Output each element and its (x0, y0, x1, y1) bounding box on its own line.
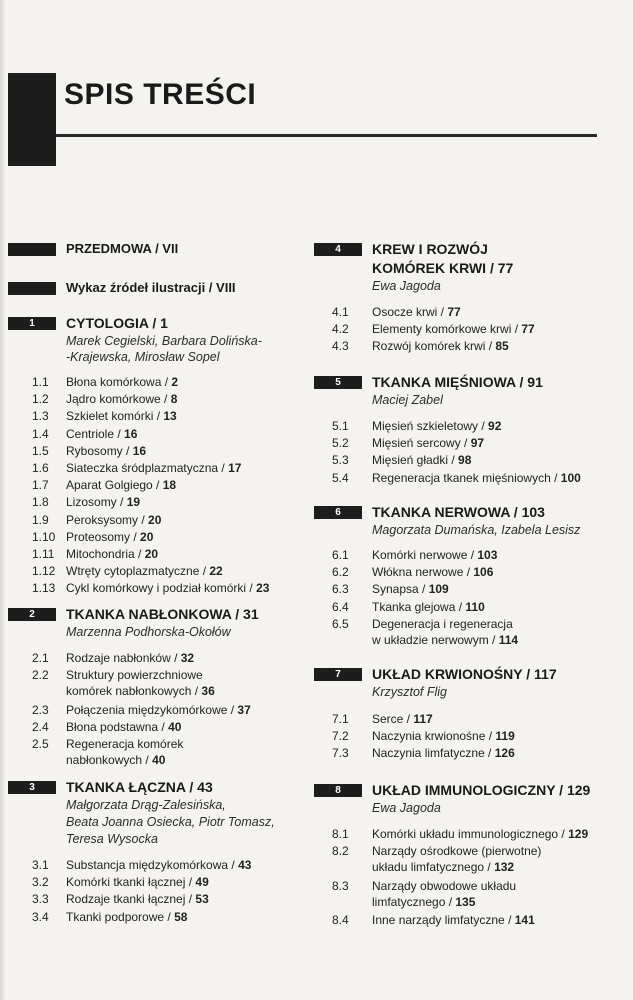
entry-text-main: Regeneracja tkanek mięśniowych / 100 (372, 470, 581, 485)
entry-text-main: Jądro komórkowe / 8 (66, 392, 178, 407)
entry-text (372, 452, 622, 468)
chapter-authors: Ewa Jagoda (372, 801, 441, 815)
entry-page: 43 (238, 858, 252, 872)
entry-text-main: Osocze krwi / 77 (372, 305, 461, 319)
chapter-authors: Marzenna Podhorska-Okołów (66, 625, 231, 639)
entry-text (372, 321, 622, 337)
entry-text (66, 667, 316, 699)
entry-page: 119 (495, 729, 515, 744)
header-rule (56, 134, 597, 137)
entry-text-main: Siateczka śródplazmatyczna / 17 (66, 461, 242, 475)
entry-text-main: Tkanki podporowe / 58 (66, 909, 188, 924)
entry-number: 5.3 (332, 453, 349, 468)
entry-page: 135 (455, 894, 476, 909)
entry-number: 4.1 (332, 305, 349, 319)
entry-page: 114 (498, 632, 519, 647)
entry-text (66, 891, 316, 907)
entry-page: 20 (148, 512, 162, 527)
entry-number: 1.9 (32, 512, 49, 527)
entry-text (66, 736, 316, 768)
entry-page: 18 (162, 478, 177, 493)
entry-text-main: Mięsień gładki / 98 (372, 453, 472, 468)
entry-text-main: Elementy komórkowe krwi / 77 (372, 322, 535, 337)
entry-number: 5.4 (332, 470, 349, 485)
entry-page: 20 (144, 547, 159, 561)
entry-number: 3.1 (32, 858, 49, 872)
entry-page: 17 (228, 461, 242, 475)
entry-page: 77 (521, 322, 535, 337)
entry-number: 6.1 (332, 548, 349, 562)
entry-page: 77 (447, 305, 461, 319)
entry-number: 3.2 (32, 875, 49, 890)
entry-number: 8.2 (332, 844, 349, 859)
entry-text-main: Rozwój komórek krwi / 85 (372, 339, 509, 354)
entry-text (66, 580, 316, 596)
entry-text (372, 616, 622, 648)
entry-page: 58 (174, 909, 188, 924)
entry-text-main: Wtręty cytoplazmatyczne / 22 (66, 564, 223, 579)
chapter-authors: Małgorzata Drąg-Zalesińska, (66, 798, 226, 812)
page-edge-shadow (0, 0, 6, 1000)
entry-text-main: Rybosomy / 16 (66, 443, 147, 458)
chapter-title[interactable]: CYTOLOGIA / 1 (66, 315, 168, 331)
entry-page: 32 (180, 651, 195, 665)
chapter-title[interactable]: TKANKA MIĘŚNIOWA / 91 (372, 374, 543, 390)
entry-text (66, 460, 316, 476)
entry-page: 37 (237, 702, 251, 717)
entry-text (372, 304, 622, 320)
entry-text (372, 843, 622, 875)
entry-text-main: Mitochondria / 20 (66, 547, 159, 561)
chapter-number-badge: 4 (314, 243, 362, 256)
entry-number: 1.3 (32, 409, 49, 424)
entry-text-main: komórek nabłonkowych / 36 (66, 684, 215, 699)
chapter-number-badge: 3 (8, 781, 56, 794)
entry-page: 13 (163, 409, 177, 424)
entry-text-main: Włókna nerwowe / 106 (372, 565, 494, 580)
entry-text (66, 512, 316, 528)
entry-page: 100 (560, 470, 581, 485)
entry-number: 7.2 (332, 729, 349, 744)
entry-page: 2 (171, 375, 179, 389)
entry-text (372, 711, 622, 727)
chapter-authors: Beata Joanna Osiecka, Piotr Tomasz, (66, 815, 275, 829)
entry-number: 7.3 (332, 746, 349, 761)
entry-number: 8.1 (332, 827, 349, 841)
chapter-authors: Maciej Zabel (372, 393, 443, 407)
chapter-title[interactable]: TKANKA NERWOWA / 103 (372, 504, 545, 520)
chapter-title[interactable]: KOMÓREK KRWI / 77 (372, 260, 514, 276)
entry-number: 2.1 (32, 651, 49, 665)
entry-text (66, 546, 316, 562)
entry-page: 16 (132, 443, 147, 458)
entry-number: 1.11 (32, 547, 55, 561)
entry-text (66, 426, 316, 442)
entry-page: 98 (458, 453, 472, 468)
entry-text (372, 418, 622, 434)
chapter-title[interactable]: TKANKA NABŁONKOWA / 31 (66, 606, 259, 622)
chapter-authors: -Krajewska, Mirosław Sopel (66, 350, 220, 364)
entry-page: 53 (195, 892, 209, 907)
entry-number: 5.2 (332, 436, 349, 451)
header-block (8, 73, 56, 166)
sources-link[interactable]: Wykaz źródeł ilustracji / VIII (66, 280, 236, 295)
entry-text-main: Naczynia limfatyczne / 126 (372, 746, 515, 761)
preface-bar (8, 243, 56, 256)
entry-text-main: Naczynia krwionośne / 119 (372, 729, 515, 744)
entry-number: 6.4 (332, 599, 349, 614)
entry-page: 129 (568, 827, 589, 841)
entry-text-main: układu limfatycznego / 132 (372, 860, 515, 875)
entry-page: 97 (470, 436, 485, 451)
entry-text (66, 477, 316, 493)
entry-text (372, 912, 622, 928)
entry-number: 2.3 (32, 702, 49, 717)
entry-text-main: limfatycznego / 135 (372, 894, 476, 909)
entry-text (372, 581, 622, 597)
entry-text-main: Mięsień sercowy / 97 (372, 436, 485, 451)
entry-number: 3.4 (32, 909, 49, 924)
entry-text-main: Peroksysomy / 20 (66, 512, 162, 527)
entry-text-main: Centriole / 16 (66, 426, 138, 441)
entry-page: 40 (168, 719, 182, 734)
entry-text-main: w układzie nerwowym / 114 (372, 632, 519, 647)
entry-text (66, 563, 316, 579)
entry-page: 16 (124, 426, 138, 441)
entry-number: 4.2 (332, 322, 349, 337)
entry-number: 1.7 (32, 478, 49, 493)
entry-page: 40 (152, 753, 166, 767)
entry-text-main: Błona podstawna / 40 (66, 719, 182, 734)
entry-text (66, 529, 316, 545)
entry-page: 110 (465, 599, 485, 614)
entry-page: 22 (209, 564, 223, 579)
entry-text (66, 909, 316, 925)
chapter-authors: Krzysztof Flig (372, 685, 448, 699)
entry-page: 49 (195, 875, 209, 890)
entry-text-main: Komórki tkanki łącznej / 49 (66, 875, 209, 890)
entry-text-main: Mięsień szkieletowy / 92 (372, 419, 502, 433)
entry-number: 8.4 (332, 913, 349, 927)
entry-text-line1: Degeneracja i regeneracja (372, 616, 513, 631)
entry-page: 8 (170, 392, 178, 407)
chapter-title[interactable]: UKŁAD KRWIONOŚNY / 117 (372, 666, 557, 682)
entry-number: 6.3 (332, 582, 349, 597)
entry-text (66, 702, 316, 718)
chapter-authors: Teresa Wysocka (66, 832, 158, 846)
entry-text (372, 745, 622, 761)
entry-number: 2.4 (32, 719, 49, 734)
entry-text (372, 826, 622, 842)
entry-number: 8.3 (332, 878, 349, 893)
entry-text (66, 374, 316, 390)
entry-text (372, 547, 622, 563)
entry-page: 126 (494, 746, 515, 761)
entry-number: 2.5 (32, 737, 49, 751)
entry-text-main: Substancja międzykomórkowa / 43 (66, 858, 252, 872)
entry-page: 117 (413, 712, 433, 726)
chapter-authors: Magorzata Dumańska, Izabela Lesisz (372, 523, 581, 537)
entry-text-main: Lizosomy / 19 (66, 495, 141, 510)
entry-page: 23 (256, 581, 270, 596)
entry-text-line1: Struktury powierzchniowe (66, 668, 203, 683)
entry-text-main: Synapsa / 109 (372, 582, 449, 597)
entry-text-main: nabłonkowych / 40 (66, 753, 166, 767)
preface-link[interactable]: PRZEDMOWA / VII (66, 241, 179, 256)
entry-text-main: Tkanka glejowa / 110 (372, 599, 485, 614)
entry-number: 1.10 (32, 529, 56, 544)
entry-text-main: Szkielet komórki / 13 (66, 409, 177, 424)
entry-text-main: Aparat Golgiego / 18 (66, 478, 177, 493)
entry-text (66, 874, 316, 890)
entry-number: 6.5 (332, 616, 349, 631)
entry-text-main: Proteosomy / 20 (66, 529, 154, 544)
chapter-title[interactable]: TKANKA ŁĄCZNA / 43 (66, 779, 213, 795)
entry-page: 109 (428, 582, 449, 597)
entry-page: 36 (201, 684, 215, 699)
entry-number: 1.13 (32, 581, 56, 596)
entry-text-main: Błona komórkowa / 2 (66, 375, 179, 389)
entry-text-main: Serce / 117 (372, 712, 433, 726)
entry-text (372, 728, 622, 744)
page-title: SPIS TREŚCI (64, 78, 257, 111)
entry-text-line1: Narządy obwodowe układu (372, 878, 517, 893)
entry-number: 2.2 (32, 668, 49, 683)
chapter-number-badge: 2 (8, 608, 56, 621)
entry-text-main: Inne narządy limfatyczne / 141 (372, 913, 535, 927)
chapter-number-badge: 7 (314, 668, 362, 681)
entry-text-main: Komórki układu immunologicznego / 129 (372, 827, 589, 841)
chapter-title-line1[interactable]: KREW I ROZWÓJ (372, 241, 488, 257)
entry-text (66, 494, 316, 510)
entry-page: 92 (488, 419, 502, 433)
entry-number: 1.5 (32, 443, 49, 458)
chapter-number-badge: 8 (314, 784, 362, 797)
entry-number: 1.1 (32, 375, 49, 389)
entry-page: 141 (514, 913, 535, 927)
chapter-authors: Ewa Jagoda (372, 279, 441, 293)
chapter-title[interactable]: UKŁAD IMMUNOLOGICZNY / 129 (372, 782, 591, 798)
entry-text-line1: Regeneracja komórek (66, 737, 184, 751)
entry-number: 1.12 (32, 564, 56, 579)
entry-text-main: Rodzaje tkanki łącznej / 53 (66, 892, 209, 907)
entry-text-main: Rodzaje nabłonków / 32 (66, 651, 195, 665)
entry-text-line1: Narządy ośrodkowe (pierwotne) (372, 844, 542, 859)
sources-bar (8, 282, 56, 295)
entry-text (66, 391, 316, 407)
entry-number: 1.2 (32, 392, 49, 407)
entry-text-main: Cykl komórkowy i podział komórki / 23 (66, 581, 270, 596)
entry-text-main: Połączenia międzykomórkowe / 37 (66, 702, 251, 717)
entry-page: 85 (495, 339, 509, 354)
entry-text (66, 443, 316, 459)
chapter-authors: Marek Cegielski, Barbara Dolińska- (66, 334, 262, 348)
entry-text (66, 650, 316, 666)
chapter-number-badge: 6 (314, 506, 362, 519)
entry-text (372, 564, 622, 580)
entry-number: 1.8 (32, 495, 49, 510)
entry-number: 6.2 (332, 565, 349, 580)
entry-page: 19 (126, 495, 141, 510)
entry-number: 1.4 (32, 426, 49, 441)
entry-text (372, 878, 622, 910)
entry-number: 7.1 (332, 712, 349, 726)
chapter-number-badge: 5 (314, 376, 362, 389)
entry-text (66, 719, 316, 735)
entry-number: 4.3 (332, 339, 349, 354)
entry-number: 5.1 (332, 419, 349, 433)
entry-page: 103 (477, 548, 498, 562)
entry-page: 106 (473, 565, 494, 580)
entry-text (372, 435, 622, 451)
entry-text (66, 857, 316, 873)
entry-text (372, 338, 622, 354)
entry-text (372, 470, 622, 486)
entry-text-main: Komórki nerwowe / 103 (372, 548, 498, 562)
entry-text (372, 599, 622, 615)
entry-page: 20 (140, 529, 154, 544)
entry-number: 1.6 (32, 461, 49, 475)
entry-text (66, 408, 316, 424)
entry-number: 3.3 (32, 892, 49, 907)
chapter-number-badge: 1 (8, 317, 56, 330)
entry-page: 132 (494, 860, 515, 875)
